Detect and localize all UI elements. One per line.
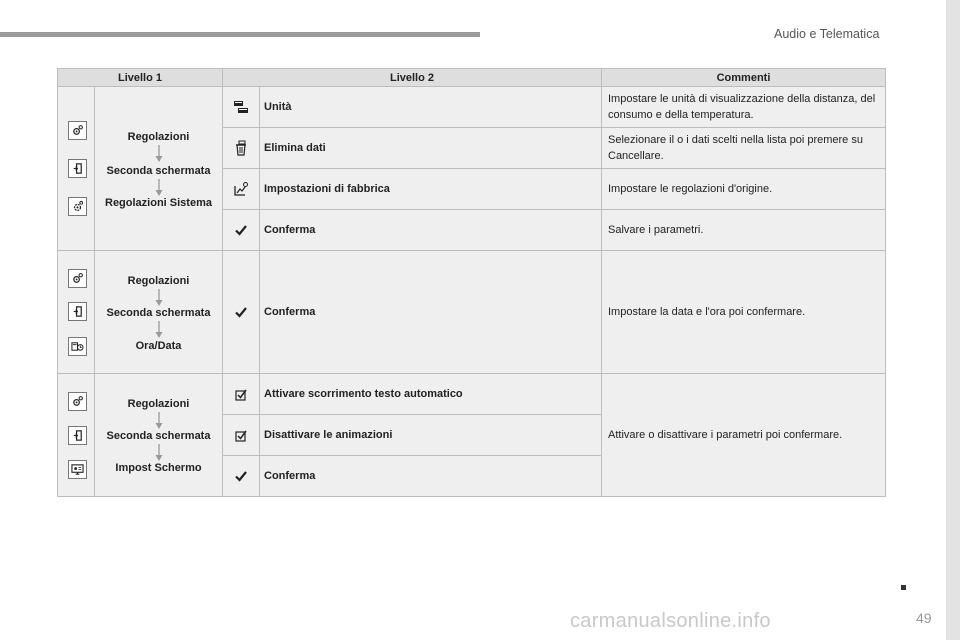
clock-date-icon bbox=[68, 337, 87, 356]
level2-label: Impostazioni di fabbrica bbox=[260, 169, 602, 210]
settings-icon bbox=[68, 392, 87, 411]
level1-icons-cell bbox=[58, 374, 95, 497]
level2-label: Disattivare le animazioni bbox=[260, 415, 602, 456]
table-row bbox=[58, 251, 886, 374]
level2-label: Conferma bbox=[260, 456, 602, 497]
level2-label: Elimina dati bbox=[260, 128, 602, 169]
checkmark-icon bbox=[233, 468, 249, 484]
level2-icon-cell bbox=[223, 128, 260, 169]
arrow-down-icon bbox=[155, 444, 163, 462]
checkbox-icon bbox=[233, 386, 249, 402]
level2-icon-cell bbox=[223, 251, 260, 374]
level1-flow-cell bbox=[95, 251, 223, 374]
table-row bbox=[58, 374, 886, 415]
flow-step: Regolazioni bbox=[127, 275, 190, 287]
column-header-comments: Commenti bbox=[602, 69, 886, 87]
phone-screen-icon bbox=[68, 302, 87, 321]
level2-label: Attivare scorrimento testo automatico bbox=[260, 374, 602, 415]
level1-icons-cell bbox=[58, 87, 95, 251]
page-number: 49 bbox=[916, 610, 932, 626]
flow-step: Seconda schermata bbox=[106, 165, 211, 177]
arrow-down-icon bbox=[155, 145, 163, 163]
flow-step: Ora/Data bbox=[135, 340, 182, 352]
page-edge-strip bbox=[946, 0, 960, 640]
checkbox-icon bbox=[233, 427, 249, 443]
delete-data-icon bbox=[233, 140, 249, 156]
table-header-row bbox=[58, 69, 886, 87]
level2-icon-cell bbox=[223, 169, 260, 210]
settings-table bbox=[57, 68, 886, 497]
page-marker bbox=[901, 585, 906, 590]
arrow-down-icon bbox=[155, 179, 163, 197]
phone-screen-icon bbox=[68, 426, 87, 445]
level1-flow-cell bbox=[95, 374, 223, 497]
level2-icon-cell bbox=[223, 415, 260, 456]
level1-flow-cell bbox=[95, 87, 223, 251]
flow-step: Seconda schermata bbox=[106, 430, 211, 442]
level2-label: Unità bbox=[260, 87, 602, 128]
header-bar bbox=[0, 32, 480, 37]
arrow-down-icon bbox=[155, 289, 163, 307]
checkmark-icon bbox=[233, 304, 249, 320]
comment-cell: Impostare le regolazioni d'origine. bbox=[602, 169, 886, 210]
page-header-title: Audio e Telematica bbox=[774, 27, 880, 41]
comment-cell: Impostare la data e l'ora poi confermare. bbox=[602, 251, 886, 374]
arrow-down-icon bbox=[155, 321, 163, 339]
column-header-level2: Livello 2 bbox=[223, 69, 602, 87]
level2-icon-cell bbox=[223, 456, 260, 497]
level2-icon-cell bbox=[223, 87, 260, 128]
flow-step: Impost Schermo bbox=[115, 462, 202, 474]
level2-label: Conferma bbox=[260, 251, 602, 374]
level2-icon-cell bbox=[223, 210, 260, 251]
display-icon bbox=[68, 460, 87, 479]
comment-cell: Selezionare il o i dati scelti nella lista poi premere su Cancellare. bbox=[602, 128, 886, 169]
phone-screen-icon bbox=[68, 159, 87, 178]
flow-step: Regolazioni Sistema bbox=[105, 197, 212, 209]
level2-label: Conferma bbox=[260, 210, 602, 251]
comment-cell: Attivare o disattivare i parametri poi confermare. bbox=[602, 374, 886, 497]
gear-icon bbox=[68, 197, 87, 216]
level2-icon-cell bbox=[223, 374, 260, 415]
table-row bbox=[58, 87, 886, 128]
column-header-level1: Livello 1 bbox=[58, 69, 223, 87]
checkmark-icon bbox=[233, 222, 249, 238]
units-icon bbox=[233, 99, 249, 115]
settings-icon bbox=[68, 121, 87, 140]
flow-step: Seconda schermata bbox=[106, 307, 211, 319]
factory-settings-icon bbox=[233, 181, 249, 197]
arrow-down-icon bbox=[155, 412, 163, 430]
settings-icon bbox=[68, 269, 87, 288]
flow-step: Regolazioni bbox=[127, 398, 190, 410]
level1-icons-cell bbox=[58, 251, 95, 374]
comment-cell: Impostare le unità di visualizzazione della distanza, del consumo e della temperatura. bbox=[602, 87, 886, 128]
flow-step: Regolazioni bbox=[127, 131, 190, 143]
watermark: carmanualsonline.info bbox=[570, 610, 771, 632]
comment-cell: Salvare i parametri. bbox=[602, 210, 886, 251]
